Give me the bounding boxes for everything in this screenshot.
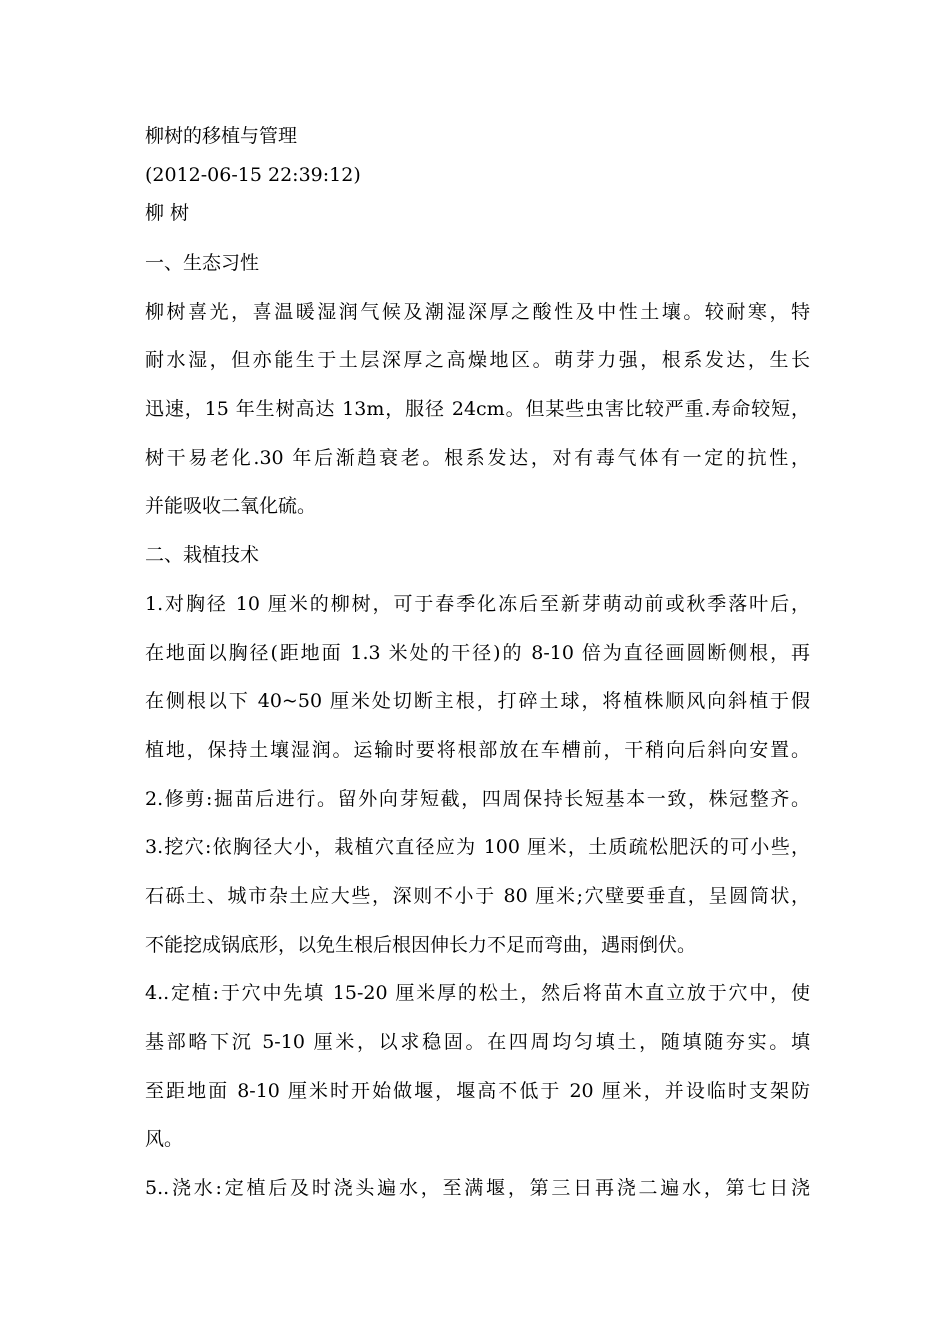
body-line: 柳树喜光，喜温暖湿润气候及潮湿深厚之酸性及中性土壤。较耐寒，特 (145, 300, 810, 323)
body-line: 4..定植:于穴中先填 15-20 厘米厚的松土，然后将苗木直立放于穴中，使 (145, 982, 810, 1005)
document-body (145, 243, 810, 1217)
body-line: 风。 (145, 1128, 184, 1151)
body-line: 基部略下沉 5-10 厘米，以求稳固。在四周均匀填土，随填随夯实。填 (145, 1031, 810, 1053)
document-subject: 柳 树 (145, 202, 190, 224)
body-line: 植地，保持土壤湿润。运输时要将根部放在车槽前，干稍向后斜向安置。 (145, 738, 810, 761)
body-line: 迅速，15 年生树高达 13m，服径 24cm。但某些虫害比较严重.寿命较短， (145, 398, 810, 421)
body-line: 1.对胸径 10 厘米的柳树，可于春季化冻后至新芽萌动前或秋季落叶后， (145, 592, 810, 615)
document-date: (2012-06-15 22:39:12) (145, 164, 361, 186)
body-line: 5..浇水:定植后及时浇头遍水，至满堰，第三日再浇二遍水，第七日浇 (145, 1177, 810, 1200)
body-line: 3.挖穴:依胸径大小，栽植穴直径应为 100 厘米，土质疏松肥沃的可小些， (145, 836, 810, 859)
body-line: 2.修剪:掘苗后进行。留外向芽短截，四周保持长短基本一致，株冠整齐。 (145, 787, 810, 810)
body-line: 至距地面 8-10 厘米时开始做堰，堰高不低于 20 厘米，并设临时支架防 (145, 1079, 810, 1102)
body-line: 在侧根以下 40~50 厘米处切断主根，打碎土球，将植株顺风向斜植于假 (145, 690, 810, 713)
body-line: 并能吸收二氧化硫。 (145, 495, 317, 518)
body-line: 树干易老化.30 年后渐趋衰老。根系发达，对有毒气体有一定的抗性， (145, 446, 810, 469)
body-line: 二、栽植技术 (145, 544, 260, 567)
body-line: 不能挖成锅底形，以免生根后根因伸长力不足而弯曲，遇雨倒伏。 (145, 933, 697, 956)
body-line: 在地面以胸径(距地面 1.3 米处的干径)的 8-10 倍为直径画圆断侧根，再 (145, 641, 810, 664)
document-title: 柳树的移植与管理 (145, 125, 298, 147)
body-line: 石砾土、城市杂土应大些，深则不小于 80 厘米;穴壁要垂直，呈圆筒状， (145, 884, 810, 907)
body-line: 耐水湿，但亦能生于土层深厚之高燥地区。萌芽力强，根系发达，生长 (145, 349, 810, 372)
body-line: 一、生态习性 (145, 252, 260, 274)
